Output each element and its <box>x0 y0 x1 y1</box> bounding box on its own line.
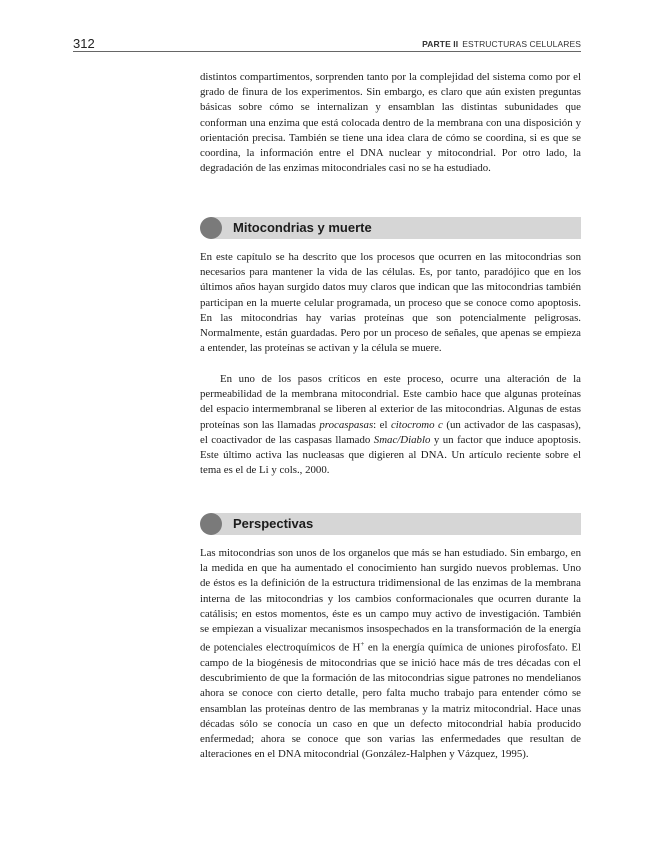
text-run: (un activador de las caspasas), el coactivador de las caspasas llamado <box>200 418 582 446</box>
part-label: PARTE II <box>422 39 459 49</box>
intro-paragraph: distintos compartimentos, sorprenden tanto por la complejidad del sistema como por el grado de finura de los experimentos. Sin embargo, es claro que aún existen preguntas básicas sobre cómo se internalizan y ensamblan las distintas subunidades que conforman una enzima que está colocada dentro de la membrana con una disposición y orientación precisa. También se tiene una idea clara de cómo se coordina, si es que se coordina, la información entre el DNA nuclear y mitocondrial. Por otro lado, la degradación de las enzimas mitocondriales casi no se ha estudiado. <box>200 71 581 175</box>
section-heading-perspectivas <box>200 513 581 535</box>
text-run: En uno de los pasos críticos en este proceso, ocurre una alteración de la permeabilidad de la membrana mitocondrial. Este cambio hace que algunas proteínas del espacio intermembranal se liberen al exterior de las mitocondrias. Algunas de estas proteínas son las llamadas <box>200 373 581 431</box>
italic-term: procaspasas <box>319 418 374 431</box>
text-run: y un factor que induce apoptosis. Este último activa las nucleasas que digieren al DNA. Un artículo reciente sobre el tema es el de Li y cols., 2000. <box>200 433 581 477</box>
section-bullet-icon <box>200 513 222 535</box>
page-header <box>73 36 581 52</box>
page-number: 312 <box>73 36 95 51</box>
text-run: Las mitocondrias son unos de los organelos que más se han estudiado. Sin embargo, en la medida en que ha aumentado el conocimiento han surgido nuevos problemas. Uno de éstos es la definición de la estructura tridimensional de las enzimas de la membrana interna de las mitocondrias y los cambios conformacionales que ocurren durante la catálisis; en estos momentos, éste es un campo muy activo de investigación. También se empiezan a visualizar mecanismos insospechados en la transformación de la energía de potenciales electroquímicos de H <box>200 547 581 654</box>
header-rule <box>73 51 581 52</box>
running-head <box>422 39 581 49</box>
part-title: ESTRUCTURAS CELULARES <box>462 39 581 49</box>
section-title: Mitocondrias y muerte <box>233 220 372 235</box>
superscript: + <box>360 640 365 649</box>
section-bullet-icon <box>200 217 222 239</box>
section-heading-mitocondrias-y-muerte <box>200 217 581 239</box>
section-title: Perspectivas <box>233 516 314 531</box>
paragraph-mitocondrias-muerte-1: En este capítulo se ha descrito que los procesos que ocurren en las mitocondrias son necesarios para mantener la vida de las células. Es, por tanto, paradójico que en los últimos años hayan surgido datos muy claros que indican que las mitocondrias también participan en la muerte celular programada, un proceso que se conoce como apoptosis. En las mitocondrias hay varias proteínas que son potencialmente peligrosas. Normalmente, están guardadas. Pero por un proceso de señales, que apenas se empieza a entender, las proteínas se activan y la célula se muere. <box>200 251 581 355</box>
text-run: en la energía química de uniones pirofosfato. El campo de la biogénesis de mitocondrias que se inició hace más de tres décadas con el descubrimiento de que la formación de las mitocondrias sigue patrones no mendelianos ahora se conoce con cierto detalle, pero falta mucho trabajo para entender cómo se ensamblan las proteínas dentro de las membranas y la matriz mitocondrial. Hace unas décadas sólo se conocía un caso en que un defecto mitocondrial había producido enfermedad; ahora se conoce que son varias las enfermedades que resultan de alteraciones en el DNA mitocondrial (González-Halphen y Vázquez, 1995). <box>200 641 581 761</box>
italic-term: citocromo c <box>390 418 443 431</box>
paragraph-perspectivas <box>200 546 581 762</box>
italic-term: Smac/Diablo <box>373 433 431 446</box>
text-run: : el <box>373 418 391 431</box>
paragraph-mitocondrias-muerte-2 <box>200 372 581 478</box>
